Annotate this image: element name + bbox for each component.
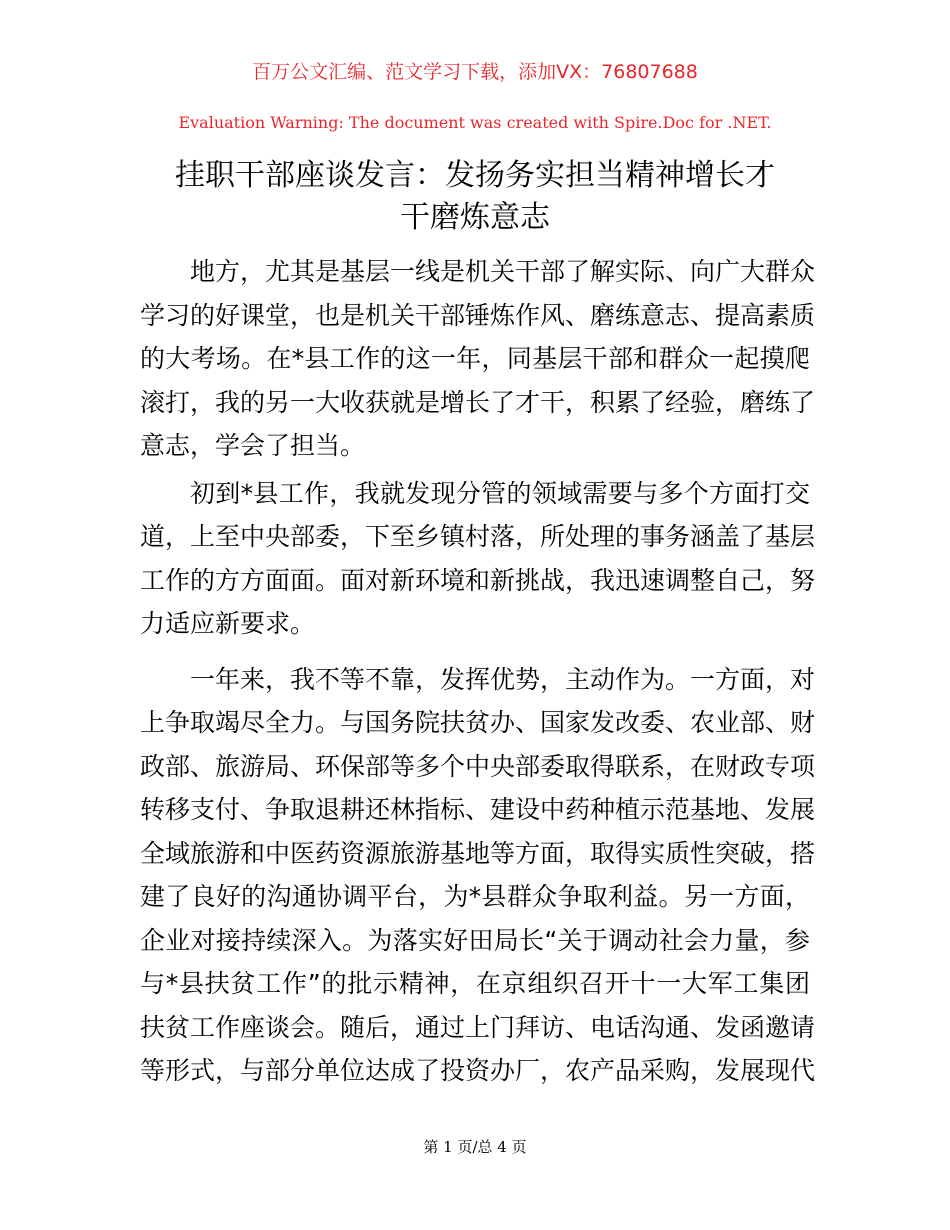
title-line: 挂职干部座谈发言：发扬务实担当精神增长才 <box>175 158 775 193</box>
text-line: 上争取竭尽全力。与国务院扶贫办、国家发改委、农业部、财 <box>140 708 816 737</box>
document-body <box>140 250 816 1097</box>
text-line: 建了良好的沟通协调平台，为*县群众争取利益。另一方面， <box>140 882 810 911</box>
evaluation-warning: Evaluation Warning: The document was created with Spire.Doc for .NET. <box>178 113 772 132</box>
text-line: 力适应新要求。 <box>140 609 316 638</box>
text-line: 一年来，我不等不靠，发挥优势，主动作为。一方面，对 <box>190 664 816 694</box>
page-footer: 第 1 页/总 4 页 <box>423 1138 527 1156</box>
text-line: 意志，学会了担当。 <box>140 431 366 460</box>
text-line: 企业对接持续深入。为落实好田局长“关于调动社会力量，参 <box>140 925 810 955</box>
text-line: 与*县扶贫工作”的批示精神，在京组织召开十一大军工集团 <box>140 969 810 998</box>
text-line: 学习的好课堂，也是机关干部锤炼作风、磨练意志、提高素质 <box>140 300 816 330</box>
title-line: 干磨炼意志 <box>400 200 550 235</box>
paragraph-2 <box>140 472 816 646</box>
text-line: 等形式，与部分单位达成了投资办厂，农产品采购，发展现代 <box>140 1056 816 1085</box>
paragraph-3 <box>140 658 816 1093</box>
text-line: 转移支付、争取退耕还林指标、建设中药种植示范基地、发展 <box>140 795 816 824</box>
text-line: 滚打，我的另一大收获就是增长了才干，积累了经验，磨练了 <box>140 387 816 417</box>
document-title <box>120 155 830 239</box>
text-line: 初到*县工作，我就发现分管的领域需要与多个方面打交 <box>190 478 810 508</box>
text-line: 地方，尤其是基层一线是机关干部了解实际、向广大群众 <box>190 257 816 286</box>
text-line: 政部、旅游局、环保部等多个中央部委取得联系，在财政专项 <box>140 751 816 781</box>
text-line: 工作的方方面面。面对新环境和新挑战，我迅速调整自己，努 <box>140 565 816 595</box>
text-line: 道，上至中央部委，下至乡镇村落，所处理的事务涵盖了基层 <box>140 522 816 551</box>
header-banner: 百万公文汇编、范文学习下载，添加VX：76807688 <box>252 61 698 83</box>
paragraph-1 <box>140 250 816 468</box>
text-line: 全域旅游和中医药资源旅游基地等方面，取得实质性突破，搭 <box>140 838 816 868</box>
text-line: 扶贫工作座谈会。随后，通过上门拜访、电话沟通、发函邀请 <box>140 1012 816 1042</box>
text-line: 的大考场。在*县工作的这一年，同基层干部和群众一起摸爬 <box>140 344 810 373</box>
